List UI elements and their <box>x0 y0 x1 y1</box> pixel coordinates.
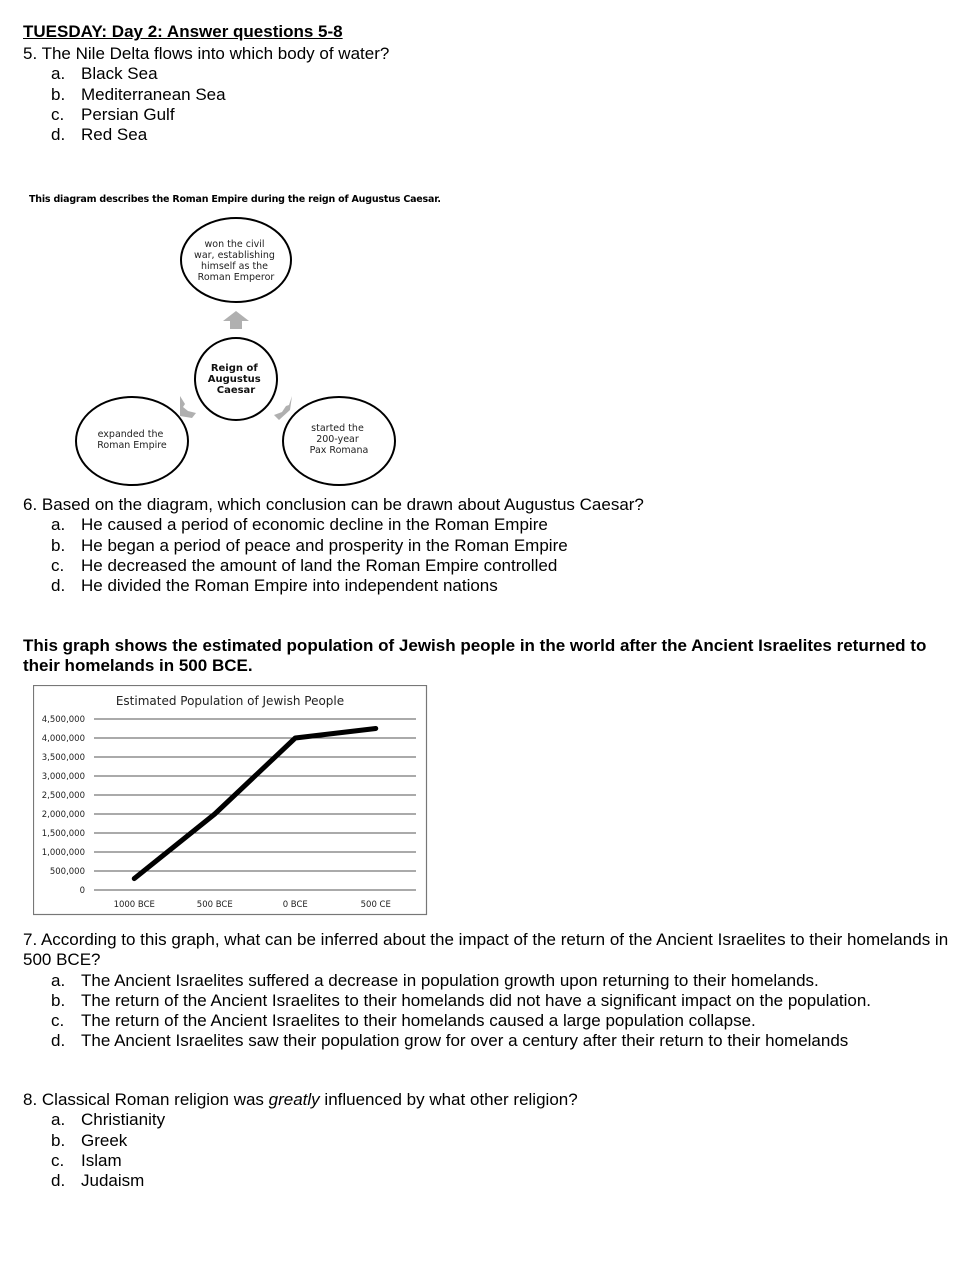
option-letter: d. <box>51 125 66 145</box>
worksheet-heading: TUESDAY: Day 2: Answer questions 5-8 <box>23 22 343 41</box>
option-letter: c. <box>51 104 65 124</box>
question-stem: 6. Based on the diagram, which conclusion can be drawn about Augustus Caesar? <box>23 495 644 514</box>
question-stem: 5. The Nile Delta flows into which body of water? <box>23 44 390 63</box>
x-tick-label: 0 BCE <box>282 900 308 910</box>
option-letter: a. <box>51 64 66 84</box>
option-letter: b. <box>51 990 66 1010</box>
answer-option[interactable] <box>23 1011 963 1031</box>
option-text: He caused a period of economic decline in the Roman Empire <box>81 515 548 535</box>
y-tick-label: 3,000,000 <box>41 772 85 782</box>
node-text-line: Caesar <box>216 385 256 396</box>
question-6 <box>23 495 644 596</box>
node-text-line: won the civil <box>204 239 265 250</box>
stem-emphasis: greatly <box>268 1090 320 1109</box>
arrow-down-left-icon <box>180 396 196 418</box>
option-text: He began a period of peace and prosperity in the Roman Empire <box>81 535 568 555</box>
answer-option[interactable] <box>23 556 644 576</box>
option-letter: d. <box>51 1171 66 1191</box>
y-tick-label: 2,000,000 <box>41 810 85 820</box>
option-letter: c. <box>51 1011 65 1031</box>
y-tick-label: 3,500,000 <box>41 753 85 763</box>
answer-option[interactable] <box>23 105 389 125</box>
question-8 <box>23 1090 578 1191</box>
stem-text: 8. Classical Roman religion was <box>23 1090 269 1109</box>
option-text: Persian Gulf <box>81 104 175 124</box>
option-letter: b. <box>51 84 66 104</box>
arrow-down-right-icon <box>274 396 292 420</box>
option-text: Red Sea <box>81 125 148 145</box>
option-letter: c. <box>51 1150 65 1170</box>
diagram-caption: This diagram describes the Roman Empire during the reign of Augustus Caesar. <box>29 194 441 205</box>
answer-options <box>23 971 963 1052</box>
diagram-node-right-text <box>310 423 369 456</box>
question-7 <box>23 930 963 1052</box>
answer-option[interactable] <box>23 85 389 105</box>
option-letter: a. <box>51 1110 66 1130</box>
node-text-line: Pax Romana <box>309 445 369 456</box>
answer-option[interactable] <box>23 515 644 535</box>
diagram-node-top-text <box>194 239 278 283</box>
x-tick-label: 1000 BCE <box>113 900 155 910</box>
question-stem <box>23 1090 578 1110</box>
answer-option[interactable] <box>23 991 963 1011</box>
population-line-chart <box>33 685 428 916</box>
option-letter: d. <box>51 576 66 596</box>
answer-option[interactable] <box>23 64 389 84</box>
node-text-line: 200-year <box>316 434 359 445</box>
y-tick-label: 1,500,000 <box>41 829 85 839</box>
stem-text: influenced by what other religion? <box>319 1090 578 1109</box>
option-letter: b. <box>51 1130 66 1150</box>
node-text-line: himself as the <box>200 261 269 272</box>
chart-title: Estimated Population of Jewish People <box>115 694 345 708</box>
option-text: Islam <box>81 1150 122 1170</box>
answer-options <box>23 1110 578 1191</box>
x-tick-label: 500 BCE <box>196 900 233 910</box>
answer-option[interactable] <box>23 1110 578 1130</box>
option-text: The return of the Ancient Israelites to their homelands did not have a significant impact on the population. <box>81 990 872 1010</box>
answer-option[interactable] <box>23 536 644 556</box>
arrow-up-icon <box>223 311 249 329</box>
option-text: The Ancient Israelites saw their population grow for over a century after their return to their homelands <box>81 1031 849 1051</box>
option-letter: b. <box>51 535 66 555</box>
question-stem: 7. According to this graph, what can be inferred about the impact of the return of the Ancient Israelites to their homelands in 500 BCE? <box>23 930 949 970</box>
option-text: Christianity <box>81 1110 166 1130</box>
option-text: Mediterranean Sea <box>81 84 226 104</box>
answer-option[interactable] <box>23 1131 578 1151</box>
answer-option[interactable] <box>23 1031 963 1051</box>
option-letter: a. <box>51 515 66 535</box>
option-letter: c. <box>51 555 65 575</box>
augustus-diagram <box>0 210 450 490</box>
x-tick-label: 500 CE <box>360 900 391 910</box>
option-letter: d. <box>51 1031 66 1051</box>
answer-option[interactable] <box>23 576 644 596</box>
diagram-node-left-text <box>97 429 167 451</box>
answer-options <box>23 64 389 145</box>
node-text-line: Roman Emperor <box>197 272 275 283</box>
option-text: Judaism <box>81 1171 145 1191</box>
answer-option[interactable] <box>23 1171 578 1191</box>
option-text: He decreased the amount of land the Roman Empire controlled <box>81 555 558 575</box>
y-tick-label: 2,500,000 <box>41 791 85 801</box>
y-tick-label: 0 <box>79 886 85 896</box>
node-text-line: started the <box>311 423 364 434</box>
graph-intro: This graph shows the estimated population of Jewish people in the world after the Ancient Israelites returned to their homelands in 500 BCE. <box>23 636 927 675</box>
answer-option[interactable] <box>23 1151 578 1171</box>
y-tick-label: 4,500,000 <box>41 715 85 725</box>
option-letter: a. <box>51 970 66 990</box>
answer-option[interactable] <box>23 125 389 145</box>
option-text: Black Sea <box>81 64 158 84</box>
node-text-line: expanded the <box>97 429 164 440</box>
option-text: The return of the Ancient Israelites to their homelands caused a large population collapse. <box>81 1011 756 1031</box>
answer-options <box>23 515 644 596</box>
y-tick-label: 1,000,000 <box>41 848 85 858</box>
option-text: Greek <box>81 1130 128 1150</box>
answer-option[interactable] <box>23 971 963 991</box>
y-tick-label: 4,000,000 <box>41 734 85 744</box>
question-5 <box>23 44 389 145</box>
node-text-line: Augustus <box>207 374 261 385</box>
node-text-line: Reign of <box>210 363 258 374</box>
y-tick-label: 500,000 <box>49 867 85 877</box>
node-text-line: Roman Empire <box>97 440 167 451</box>
option-text: He divided the Roman Empire into independent nations <box>81 576 498 596</box>
node-text-line: war, establishing <box>194 250 275 261</box>
option-text: The Ancient Israelites suffered a decrease in population growth upon returning to their homelands. <box>81 970 819 990</box>
